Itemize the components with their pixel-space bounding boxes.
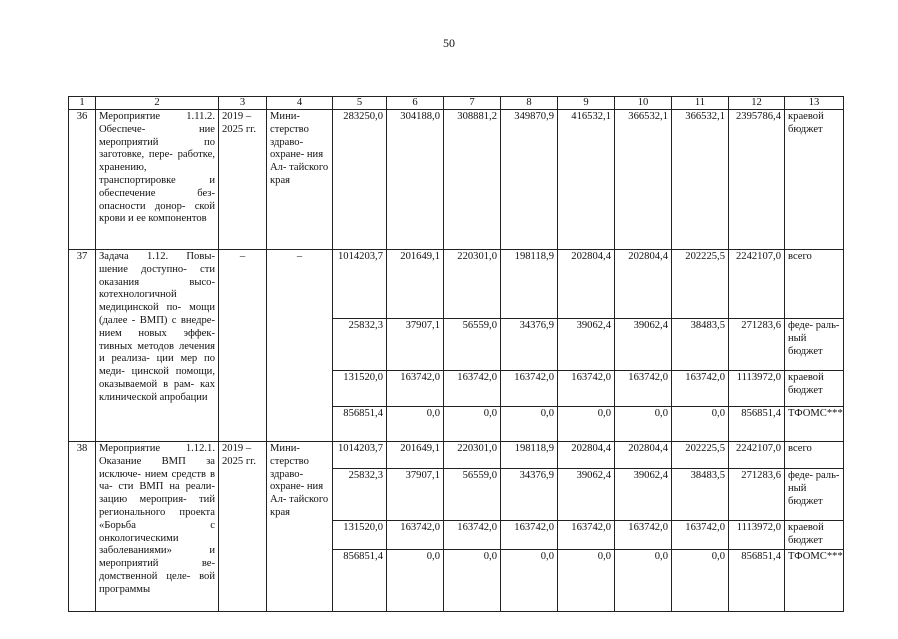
table-row [69, 250, 844, 319]
header-row [69, 97, 844, 110]
value-cell: 38483,5 [672, 319, 729, 371]
funding-source: краевой бюджет [785, 521, 844, 550]
value-cell: 163742,0 [672, 371, 729, 407]
value-cell: 163742,0 [615, 521, 672, 550]
value-cell: 0,0 [444, 549, 501, 611]
value-cell: 163742,0 [615, 371, 672, 407]
value-cell: 201649,1 [387, 442, 444, 469]
value-cell: 34376,9 [501, 469, 558, 521]
value-cell: 2242107,0 [729, 442, 785, 469]
value-cell: 163742,0 [558, 371, 615, 407]
value-cell: 37907,1 [387, 319, 444, 371]
header-cell: 13 [785, 97, 844, 110]
program-table [68, 96, 844, 612]
value-cell: 0,0 [615, 549, 672, 611]
value-cell: 0,0 [615, 407, 672, 442]
value-cell: 25832,3 [333, 469, 387, 521]
value-cell: 304188,0 [387, 110, 444, 250]
header-cell: 8 [501, 97, 558, 110]
value-cell: 202804,4 [615, 250, 672, 319]
value-cell: 1014203,7 [333, 250, 387, 319]
value-cell: 131520,0 [333, 521, 387, 550]
funding-source: краевой бюджет [785, 110, 844, 250]
value-cell: 131520,0 [333, 371, 387, 407]
value-cell: 856851,4 [729, 549, 785, 611]
row-number: 37 [69, 250, 96, 442]
row-number: 38 [69, 442, 96, 612]
header-cell: 3 [219, 97, 267, 110]
value-cell: 56559,0 [444, 469, 501, 521]
value-cell: 202225,5 [672, 250, 729, 319]
executor-cell: – [267, 250, 333, 442]
funding-source: феде- раль- ный бюджет [785, 469, 844, 521]
header-cell: 11 [672, 97, 729, 110]
executor-cell: Мини- стерство здраво- охране- ния Ал- тайского края [267, 110, 333, 250]
value-cell: 201649,1 [387, 250, 444, 319]
years-cell: 2019 – 2025 гг. [219, 110, 267, 250]
value-cell: 0,0 [672, 549, 729, 611]
header-cell: 7 [444, 97, 501, 110]
value-cell: 856851,4 [729, 407, 785, 442]
value-cell: 1113972,0 [729, 521, 785, 550]
value-cell: 349870,9 [501, 110, 558, 250]
activity-name: Мероприятие 1.12.1. Оказание ВМП за исключе- нием средств в ча- сти ВМП на реали- зацию мероприя- тий регионального проекта «Борьба с онкологическими заболеваниями» и мероприятий ве- домственной целе- вой программы [96, 442, 219, 612]
funding-source: всего [785, 250, 844, 319]
header-cell: 4 [267, 97, 333, 110]
value-cell: 220301,0 [444, 250, 501, 319]
value-cell: 163742,0 [444, 521, 501, 550]
header-cell: 10 [615, 97, 672, 110]
value-cell: 163742,0 [558, 521, 615, 550]
value-cell: 38483,5 [672, 469, 729, 521]
funding-source: ТФОМС*** [785, 549, 844, 611]
value-cell: 308881,2 [444, 110, 501, 250]
header-cell: 9 [558, 97, 615, 110]
value-cell: 198118,9 [501, 442, 558, 469]
value-cell: 856851,4 [333, 549, 387, 611]
table-row [69, 442, 844, 469]
value-cell: 366532,1 [672, 110, 729, 250]
value-cell: 283250,0 [333, 110, 387, 250]
value-cell: 0,0 [501, 407, 558, 442]
funding-source: всего [785, 442, 844, 469]
value-cell: 0,0 [387, 407, 444, 442]
value-cell: 163742,0 [444, 371, 501, 407]
value-cell: 202804,4 [558, 250, 615, 319]
value-cell: 39062,4 [558, 469, 615, 521]
value-cell: 1014203,7 [333, 442, 387, 469]
value-cell: 25832,3 [333, 319, 387, 371]
value-cell: 856851,4 [333, 407, 387, 442]
activity-name: Задача 1.12. Повы- шение доступно- сти оказания высо- котехнологичной медицинской по- мощи (далее - ВМП) с внедре- нием новых эффек- тивных методов лечения и реализа- ции мер по меди- цинской помощи, оказываемой в рам- ках клинической апробации [96, 250, 219, 442]
value-cell: 0,0 [558, 549, 615, 611]
value-cell: 34376,9 [501, 319, 558, 371]
funding-source: ТФОМС*** [785, 407, 844, 442]
value-cell: 163742,0 [672, 521, 729, 550]
value-cell: 198118,9 [501, 250, 558, 319]
value-cell: 220301,0 [444, 442, 501, 469]
executor-cell: Мини- стерство здраво- охране- ния Ал- тайского края [267, 442, 333, 612]
funding-source: краевой бюджет [785, 371, 844, 407]
header-cell: 12 [729, 97, 785, 110]
value-cell: 202804,4 [615, 442, 672, 469]
value-cell: 0,0 [501, 549, 558, 611]
value-cell: 56559,0 [444, 319, 501, 371]
value-cell: 39062,4 [615, 469, 672, 521]
value-cell: 163742,0 [387, 521, 444, 550]
row-number: 36 [69, 110, 96, 250]
value-cell: 2395786,4 [729, 110, 785, 250]
value-cell: 0,0 [558, 407, 615, 442]
value-cell: 39062,4 [558, 319, 615, 371]
page-number: 50 [443, 36, 455, 50]
value-cell: 39062,4 [615, 319, 672, 371]
table-row [69, 110, 844, 250]
value-cell: 2242107,0 [729, 250, 785, 319]
value-cell: 0,0 [672, 407, 729, 442]
value-cell: 37907,1 [387, 469, 444, 521]
years-cell: 2019 – 2025 гг. [219, 442, 267, 612]
value-cell: 202225,5 [672, 442, 729, 469]
value-cell: 163742,0 [501, 371, 558, 407]
header-cell: 2 [96, 97, 219, 110]
value-cell: 163742,0 [387, 371, 444, 407]
value-cell: 163742,0 [501, 521, 558, 550]
years-cell: – [219, 250, 267, 442]
header-cell: 5 [333, 97, 387, 110]
value-cell: 271283,6 [729, 469, 785, 521]
value-cell: 416532,1 [558, 110, 615, 250]
header-cell: 1 [69, 97, 96, 110]
value-cell: 366532,1 [615, 110, 672, 250]
header-cell: 6 [387, 97, 444, 110]
value-cell: 202804,4 [558, 442, 615, 469]
value-cell: 271283,6 [729, 319, 785, 371]
value-cell: 1113972,0 [729, 371, 785, 407]
value-cell: 0,0 [444, 407, 501, 442]
value-cell: 0,0 [387, 549, 444, 611]
activity-name: Мероприятие 1.11.2. Обеспече- ние мероприятий по заготовке, пере- работке, хранению, транспортировке и обеспечение без- опасности донор- ской крови и ее компонентов [96, 110, 219, 250]
funding-source: феде- раль- ный бюджет [785, 319, 844, 371]
